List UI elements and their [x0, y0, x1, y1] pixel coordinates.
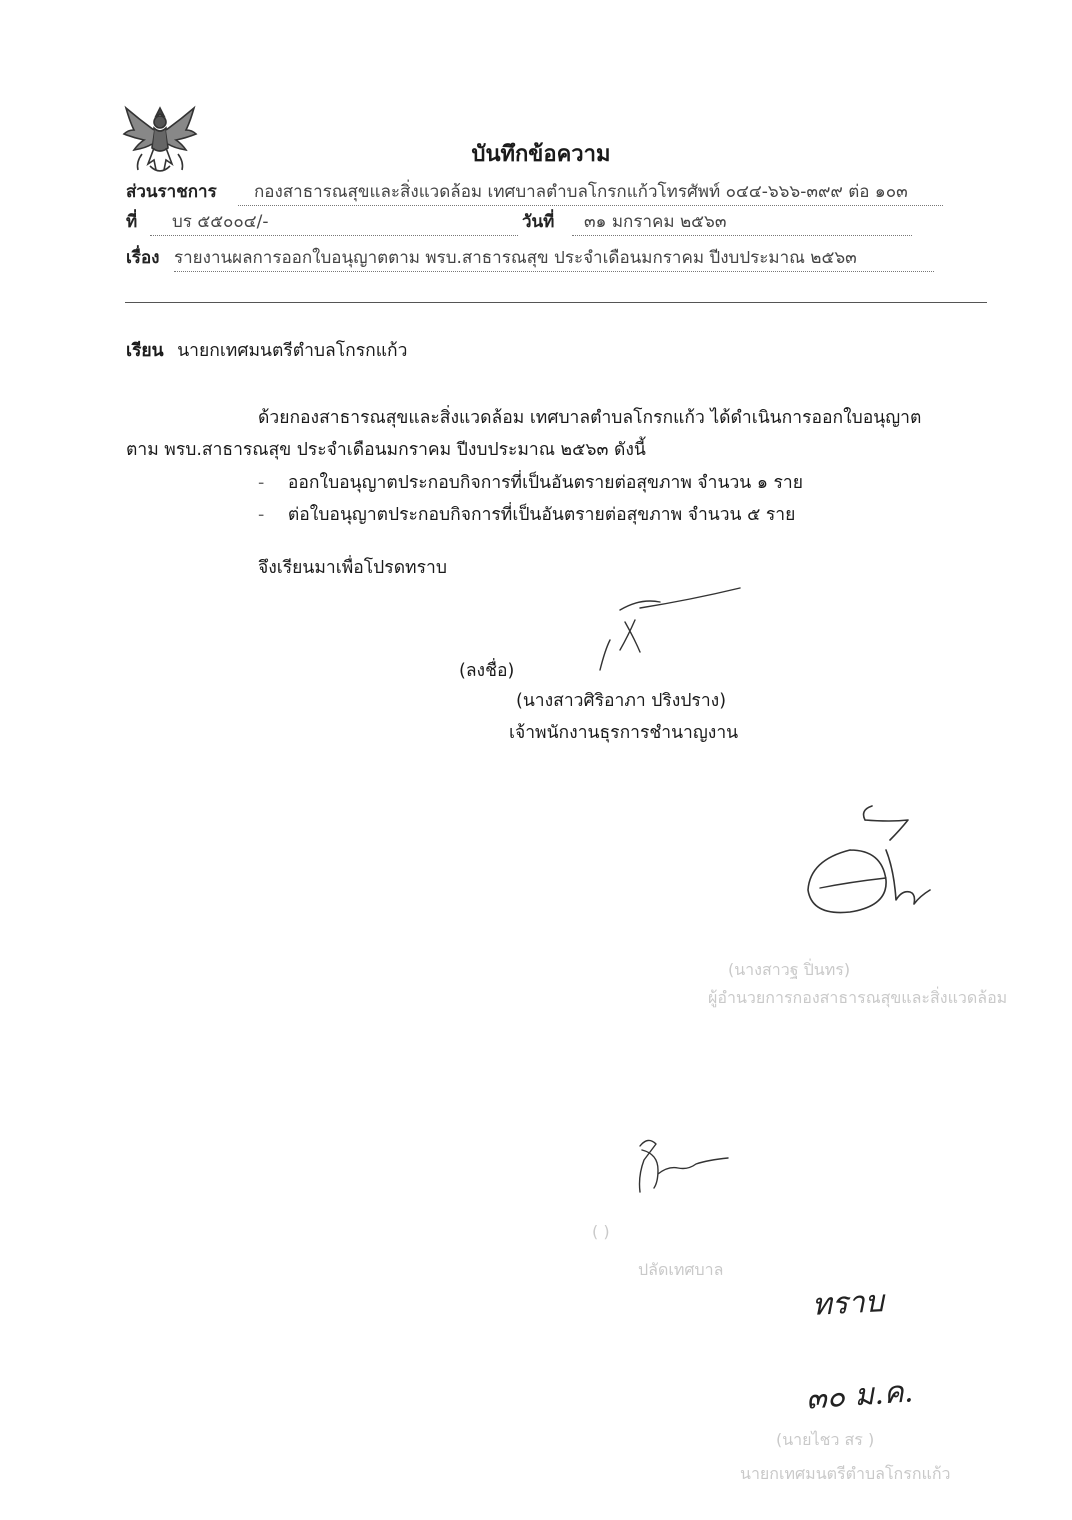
endorser-2-name: ( ): [592, 1222, 610, 1241]
subject-label: เรื่อง: [126, 248, 160, 268]
endorser-1-position: ผู้อำนวยการกองสาธารณสุขและสิ่งแวดล้อม: [708, 988, 1008, 1007]
department-row: [126, 178, 946, 204]
list-item: [258, 468, 803, 496]
closing-text: จึงเรียนมาเพื่อโปรดทราบ: [258, 558, 447, 578]
paragraph-line-1: ด้วยกองสาธารณสุขและสิ่งแวดล้อม เทศบาลตำบลโกรกแก้ว ได้ดำเนินการออกใบอนุญาต: [258, 408, 922, 428]
ref-label: ที่: [126, 212, 138, 232]
sign-label: (ลงชื่อ): [459, 661, 515, 681]
bullet-dash: -: [258, 473, 265, 493]
list-item: [258, 500, 795, 528]
signer-position: เจ้าพนักงานธุรการชำนาญงาน: [509, 723, 739, 743]
salutation-label: เรียน: [126, 341, 164, 361]
header-divider: [125, 302, 987, 303]
salutation: [126, 336, 407, 364]
handwritten-signature-3: [628, 1130, 738, 1210]
date-value: ๓๑ มกราคม ๒๕๖๓: [572, 208, 912, 236]
endorser-3-name: (นายไชว สร ): [776, 1430, 875, 1449]
handwritten-signature-2: [790, 800, 960, 930]
subject-value: รายงานผลการออกใบอนุญาตตาม พรบ.สาธารณสุข ประจำเดือนมกราคม ปีงบประมาณ ๒๕๖๓: [174, 244, 934, 272]
bullet-dash: -: [258, 505, 265, 525]
department-value: กองสาธารณสุขและสิ่งแวดล้อม เทศบาลตำบลโกรกแก้วโทรศัพท์ ๐๔๔-๖๖๖-๓๙๙ ต่อ ๑๐๓: [238, 178, 943, 206]
handwritten-acknowledged: ทราบ: [811, 1284, 885, 1323]
bullet-text: ต่อใบอนุญาตประกอบกิจการที่เป็นอันตรายต่อสุขภาพ จำนวน ๕ ราย: [287, 505, 796, 525]
department-label: ส่วนราชการ: [126, 182, 217, 202]
memo-title: บันทึกข้อความ: [471, 142, 611, 167]
signer-name: (นางสาวศิริอาภา ปริงปราง): [516, 691, 727, 711]
salutation-value: นายกเทศมนตรีตำบลโกรกแก้ว: [177, 341, 408, 361]
date-label: วันที่: [522, 212, 555, 232]
bullet-text: ออกใบอนุญาตประกอบกิจการที่เป็นอันตรายต่อสุขภาพ จำนวน ๑ ราย: [287, 473, 803, 493]
ref-value: บร ๕๕๐๐๔/-: [150, 208, 518, 236]
endorser-1-name: (นางสาวฐ ปิ่นทร): [728, 960, 851, 979]
subject-row: [126, 244, 956, 270]
endorser-3-position: นายกเทศมนตรีตำบลโกรกแก้ว: [740, 1464, 951, 1483]
handwritten-date: ๓๐ ม.ค.: [804, 1374, 915, 1417]
handwritten-signature-1: [580, 580, 770, 680]
paragraph-line-2: ตาม พรบ.สาธารณสุข ประจำเดือนมกราคม ปีงบประมาณ ๒๕๖๓ ดังนี้: [126, 440, 646, 460]
endorser-2-position: ปลัดเทศบาล: [638, 1260, 724, 1279]
ref-date-row: [126, 208, 946, 234]
